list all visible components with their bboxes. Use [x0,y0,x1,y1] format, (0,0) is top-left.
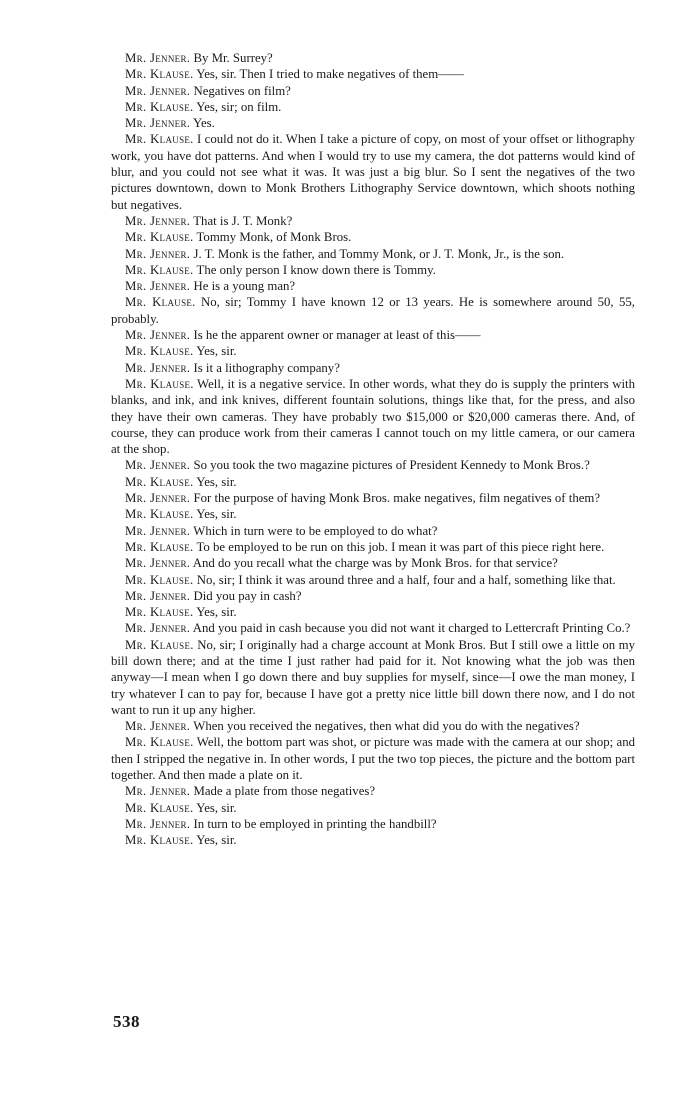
speaker-name: Mr. Jenner. [125,279,191,294]
speaker-name: Mr. Klause. [125,507,194,522]
speaker-name: Mr. Klause. [125,230,194,245]
transcript-paragraph [111,99,635,115]
speech-text: Yes. [193,116,215,131]
speaker-name: Mr. Klause. [125,833,194,848]
transcript-paragraph [111,115,635,131]
transcript-paragraph [111,816,635,832]
speaker-name: Mr. Klause. [125,262,194,277]
transcript-paragraph [111,343,635,359]
speaker-name: Mr. Jenner. [125,588,191,603]
transcript-paragraph [111,83,635,99]
speech-text: Well, the bottom part was shot, or picture was made with the camera at our shop; and then I stripped the negative in. In other words, I put the two top pieces, the picture and the bottom part together. And then made a plate on it. [111,735,635,783]
speaker-name: Mr. Klause. [125,735,194,750]
transcript-page [111,50,635,849]
speaker-name: Mr. Klause. [125,344,194,359]
transcript-paragraph [111,572,635,588]
speech-text: And you paid in cash because you did not want it charged to Lettercraft Printing Co.? [192,621,631,636]
speech-text: He is a young man? [193,279,296,294]
speaker-name: Mr. Klause. [125,67,194,82]
transcript-paragraph [111,523,635,539]
speaker-name: Mr. Klause. [125,800,194,815]
transcript-paragraph [111,262,635,278]
speech-text: For the purpose of having Monk Bros. make negatives, film negatives of them? [193,491,601,506]
speaker-name: Mr. Klause. [125,539,194,554]
speech-text: So you took the two magazine pictures of President Kennedy to Monk Bros.? [193,458,590,473]
transcript-paragraph [111,50,635,66]
speech-text: Yes, sir. [196,344,237,359]
transcript-body [111,50,635,849]
transcript-paragraph [111,474,635,490]
speech-text: Did you pay in cash? [193,588,302,603]
transcript-paragraph [111,637,635,718]
speaker-name: Mr. Jenner. [125,116,191,131]
speech-text: The only person I know down there is Tommy. [196,262,436,277]
speech-text: No, sir; Tommy I have known 12 or 13 years. He is somewhere around 50, 55, probably. [111,295,635,326]
speaker-name: Mr. Klause. [125,376,194,391]
speech-text: That is J. T. Monk? [193,213,293,228]
speech-text: I could not do it. When I take a picture of copy, on most of your offset or lithography work, you have dot patterns. And when I would try to use my camera, the dot patterns would kind of blur, and you could not see what it was. It was just a big blur. So I sent the negatives of the two pictures downtown, down to Monk Brothers Lithography Service downtown, which shoots nothing but negatives. [111,132,635,212]
speaker-name: Mr. Jenner. [125,556,191,571]
speech-text: Yes, sir. [196,507,237,522]
transcript-paragraph [111,66,635,82]
speaker-name: Mr. Jenner. [125,719,191,734]
speech-text: Well, it is a negative service. In other words, what they do is supply the printers with blanks, and ink, and ink knives, different fountain solutions, things like that, for the press, and also they have their own cameras. They have probably two $15,000 or $20,000 cameras there. And, of course, they can produce work from their cameras I cannot touch on my little camera, or our camera at the shop. [111,376,635,457]
speech-text: Tommy Monk, of Monk Bros. [196,230,352,245]
transcript-paragraph [111,213,635,229]
transcript-paragraph [111,360,635,376]
speaker-name: Mr. Klause. [125,295,196,310]
speaker-name: Mr. Klause. [125,605,194,620]
speaker-name: Mr. Jenner. [125,816,191,831]
speaker-name: Mr. Klause. [125,572,194,587]
speaker-name: Mr. Jenner. [125,491,191,506]
transcript-paragraph [111,588,635,604]
transcript-paragraph [111,506,635,522]
speaker-name: Mr. Klause. [125,637,194,652]
speech-text: And do you recall what the charge was by Monk Bros. for that service? [192,556,558,571]
transcript-paragraph [111,734,635,783]
speech-text: Which in turn were to be employed to do what? [193,523,438,538]
speech-text: Yes, sir. [196,474,237,489]
speaker-name: Mr. Jenner. [125,83,191,98]
speech-text: Is it a lithography company? [193,360,340,375]
speaker-name: Mr. Jenner. [125,621,191,636]
speech-text: In turn to be employed in printing the handbill? [193,816,437,831]
speech-text: When you received the negatives, then what did you do with the negatives? [193,719,580,734]
transcript-paragraph [111,490,635,506]
speech-text: Yes, sir. Then I tried to make negatives of them—— [196,67,464,82]
transcript-paragraph [111,539,635,555]
speaker-name: Mr. Jenner. [125,51,191,65]
transcript-paragraph [111,832,635,848]
speech-text: Negatives on film? [193,83,291,98]
speech-text: No, sir; I originally had a charge account at Monk Bros. But I still owe a little on my bill down there; and at the time I just rather had paid for it. Not knowing what the job was then anyway—I mean when I go down there and buy supplies for myself, since—I owe the man money, I try whatever I can to pay for, because I have got a pretty nice little bill down there now, and I do not want to run it up any higher. [111,637,635,717]
speech-text: To be employed to be run on this job. I mean it was part of this piece right here. [196,539,605,554]
transcript-paragraph [111,555,635,571]
speaker-name: Mr. Klause. [125,474,194,489]
transcript-paragraph [111,246,635,262]
speaker-name: Mr. Jenner. [125,246,191,261]
speaker-name: Mr. Jenner. [125,360,191,375]
transcript-paragraph [111,229,635,245]
transcript-paragraph [111,131,635,212]
transcript-paragraph [111,457,635,473]
speaker-name: Mr. Jenner. [125,213,191,228]
transcript-paragraph [111,718,635,734]
speech-text: Yes, sir; on film. [196,99,282,114]
transcript-paragraph [111,800,635,816]
speech-text: J. T. Monk is the father, and Tommy Monk, or J. T. Monk, Jr., is the son. [193,246,565,261]
speech-text: By Mr. Surrey? [193,51,273,65]
speech-text: Is he the apparent owner or manager at least of this—— [193,328,481,343]
transcript-paragraph [111,327,635,343]
page-number: 538 [113,1012,140,1031]
transcript-paragraph [111,278,635,294]
speaker-name: Mr. Jenner. [125,784,191,799]
speech-text: Yes, sir. [196,605,237,620]
speech-text: Made a plate from those negatives? [193,784,376,799]
speaker-name: Mr. Jenner. [125,523,191,538]
transcript-paragraph [111,620,635,636]
speaker-name: Mr. Jenner. [125,328,191,343]
speech-text: Yes, sir. [196,800,237,815]
speech-text: No, sir; I think it was around three and a half, four and a half, something like that. [196,572,616,587]
transcript-paragraph [111,604,635,620]
transcript-paragraph [111,376,635,457]
transcript-paragraph [111,783,635,799]
speech-text: Yes, sir. [196,833,237,848]
speaker-name: Mr. Klause. [125,99,194,114]
speaker-name: Mr. Klause. [125,132,194,147]
transcript-paragraph [111,294,635,327]
speaker-name: Mr. Jenner. [125,458,191,473]
